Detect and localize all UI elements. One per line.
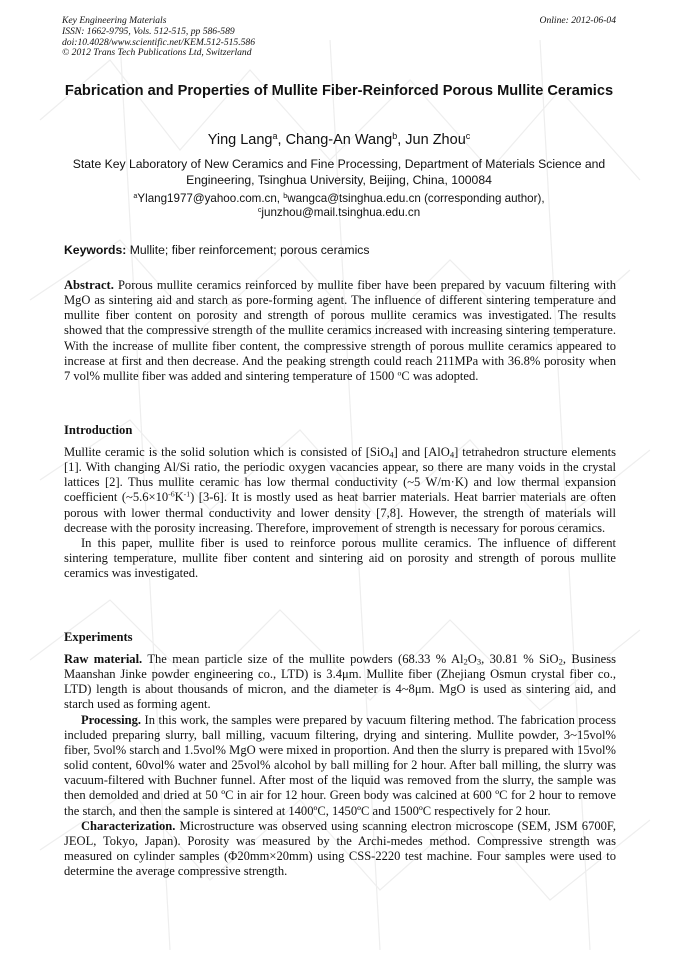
- author-list: [62, 131, 616, 149]
- affiliation: State Key Laboratory of New Ceramics and Fine Processing, Department of Materials Science and Engineering, Tsinghua University, Beijing, China, 100084: [72, 157, 606, 188]
- author-name: Jun Zhou: [405, 132, 466, 148]
- subscript: 3: [476, 656, 482, 667]
- journal-name: Key Engineering Materials: [62, 15, 167, 26]
- author-name: Ying Lang: [207, 132, 273, 148]
- abstract-text: Porous mullite ceramics reinforced by mullite fiber have been prepared by vacuum filtering with MgO as sintering aid and starch as pore-forming agent. The influence of different sintering temperature and mullite fiber content on porosity and strength of porous mullite ceramics was investigated. The results showed that the compressive strength of the mullite ceramics increased with increasing sintering temperature. With the increase of mullite fiber content, the compressive strength of porous mullite ceramics appeared to increase at first and then decrease. And the peaking strength could reach 211MPa with 36.8% porosity when 7 vol% mullite fiber was added and sintering temperature of 1500: [64, 278, 616, 383]
- author-affil-mark: c: [465, 131, 471, 142]
- processing-paragraph: [64, 713, 616, 819]
- subscript: 4: [449, 449, 455, 460]
- text-run: , 30.81 % SiO: [481, 652, 559, 666]
- abstract-text-end: C was adopted.: [401, 368, 479, 383]
- abstract-paragraph: [64, 278, 616, 384]
- keywords-label: Keywords:: [64, 243, 127, 257]
- experiments-body: [64, 652, 616, 879]
- text-run: ] tetrahedron structure elements [1]. With changing Al/Si ratio, the periodic oxygen vacancies appear, so there are many voids in the crystal lattices [2]. Thus mullite ceramic has low thermal conductivity (~5 W/m·K) and low thermal expansion coefficient (~5.6×10: [64, 445, 616, 505]
- paper-title: Fabrication and Properties of Mullite Fiber-Reinforced Porous Mullite Ceramics: [64, 83, 614, 99]
- text-run: In this work, the samples were prepared by vacuum filtering method. The fabrication process included preparing slurry, ball milling, vacuum filtering, drying and sintering. Mullite powder, 3~15vol% fiber, 5vol% starch and 1.5vol% MgO were mixed in proportion. And then the slurry is prepared with 15vol% solid content, 60vol% water and 25vol% alcohol by ball milling for 2 hour. After ball milling, the slurry was vacuum-filtered with Buchner funnel. After most of the liquid was removed from the slurry, the sample was then demolded and dried at 50 ºC in air for 12 hour. Green body was calcined at 600 ºC for 2 hour to remove the starch, and then the sample is sintered at 1400ºC, 1450ºC and 1500ºC respectively for 2 hour.: [64, 712, 616, 818]
- subsection-label: Raw material.: [64, 652, 143, 666]
- author-affil-mark: b: [392, 131, 398, 142]
- subscript: 4: [389, 449, 394, 460]
- text-run: The mean particle size of the mullite powders (68.33 % Al: [142, 652, 464, 666]
- email-mark: c: [257, 204, 262, 214]
- author-affil-mark: a: [272, 131, 278, 142]
- email-mark: a: [133, 191, 138, 201]
- section-heading-introduction: Introduction: [64, 423, 133, 437]
- text-run: , Business Maanshan Jinke powder engineering co., LTD) is 3.4μm. Mullite fiber (Zhejiang Osmun crystal fiber co., LTD) length is about thousands of micron, and the diameter is 4~8μm. MgO is used as sintering aid, and starch used as forming agent.: [64, 652, 616, 712]
- online-date: Online: 2012-06-04: [539, 15, 616, 26]
- text-run: O: [467, 652, 477, 666]
- abstract-label: Abstract.: [64, 278, 114, 292]
- introduction-body: [64, 445, 616, 581]
- subscript: 2: [463, 656, 468, 667]
- degree-mark: o: [397, 368, 402, 378]
- characterization-paragraph: [64, 819, 616, 880]
- raw-material-paragraph: [64, 652, 616, 713]
- email-mark: b: [283, 191, 288, 201]
- email-link[interactable]: junzhou@mail.tsinghua.edu.cn: [261, 205, 421, 219]
- text-run: Microstructure was observed using scanning electron microscope (SEM, JSM 6700F, JEOL, Tokyo, Japan). Porosity was measured by the Archi-medes method. Compressive strength was measured on cylinder samples (Φ20mm×20mm) using CSS-2220 test machine. Four samples were used to determine the average compressive strength.: [64, 818, 616, 879]
- subsection-label: Characterization.: [81, 818, 176, 833]
- author-emails: [62, 192, 616, 219]
- text-run: ] and [AlO: [393, 445, 450, 459]
- superscript: -6: [168, 490, 175, 500]
- issn-line: ISSN: 1662-9795, Vols. 512-515, pp 586-589: [62, 25, 235, 37]
- intro-paragraph: [64, 445, 616, 536]
- email-link[interactable]: wangca@tsinghua.edu.cn (corresponding author),: [287, 192, 545, 205]
- text-run: Mullite ceramic is the solid solution which is consisted of [SiO: [64, 445, 390, 459]
- journal-header: [62, 16, 616, 59]
- subsection-label: Processing.: [81, 712, 142, 727]
- text-run: K: [174, 490, 184, 505]
- text-run: ) [3-6]. It is mostly used as heat barrier materials. Heat barrier materials are often porous with lower thermal conductivity and lower density [7,8]. However, the strength of materials will decrease with the porosity increasing. Therefore, improvement of strength is necessary for porous ceramics.: [64, 490, 616, 535]
- superscript: -1: [183, 490, 191, 500]
- author-separator: ,: [277, 132, 286, 148]
- intro-paragraph: In this paper, mullite fiber is used to reinforce porous mullite ceramics. The influence of different sintering temperature, mullite fiber content and sintering aid on porosity and strength of porous mullite ceramics was investigated.: [64, 535, 616, 581]
- subscript: 2: [558, 656, 563, 667]
- copyright-line: © 2012 Trans Tech Publications Ltd, Switzerland: [62, 47, 252, 59]
- section-heading-experiments: Experiments: [64, 630, 133, 644]
- email-link[interactable]: Ylang1977@yahoo.com.cn,: [137, 192, 284, 205]
- author-separator: ,: [397, 132, 406, 148]
- author-name: Chang-An Wang: [285, 132, 393, 148]
- doi-line: doi:10.4028/www.scientific.net/KEM.512-515.586: [62, 36, 256, 48]
- keywords-line: [64, 243, 616, 258]
- keywords-text: Mullite; fiber reinforcement; porous ceramics: [126, 243, 370, 257]
